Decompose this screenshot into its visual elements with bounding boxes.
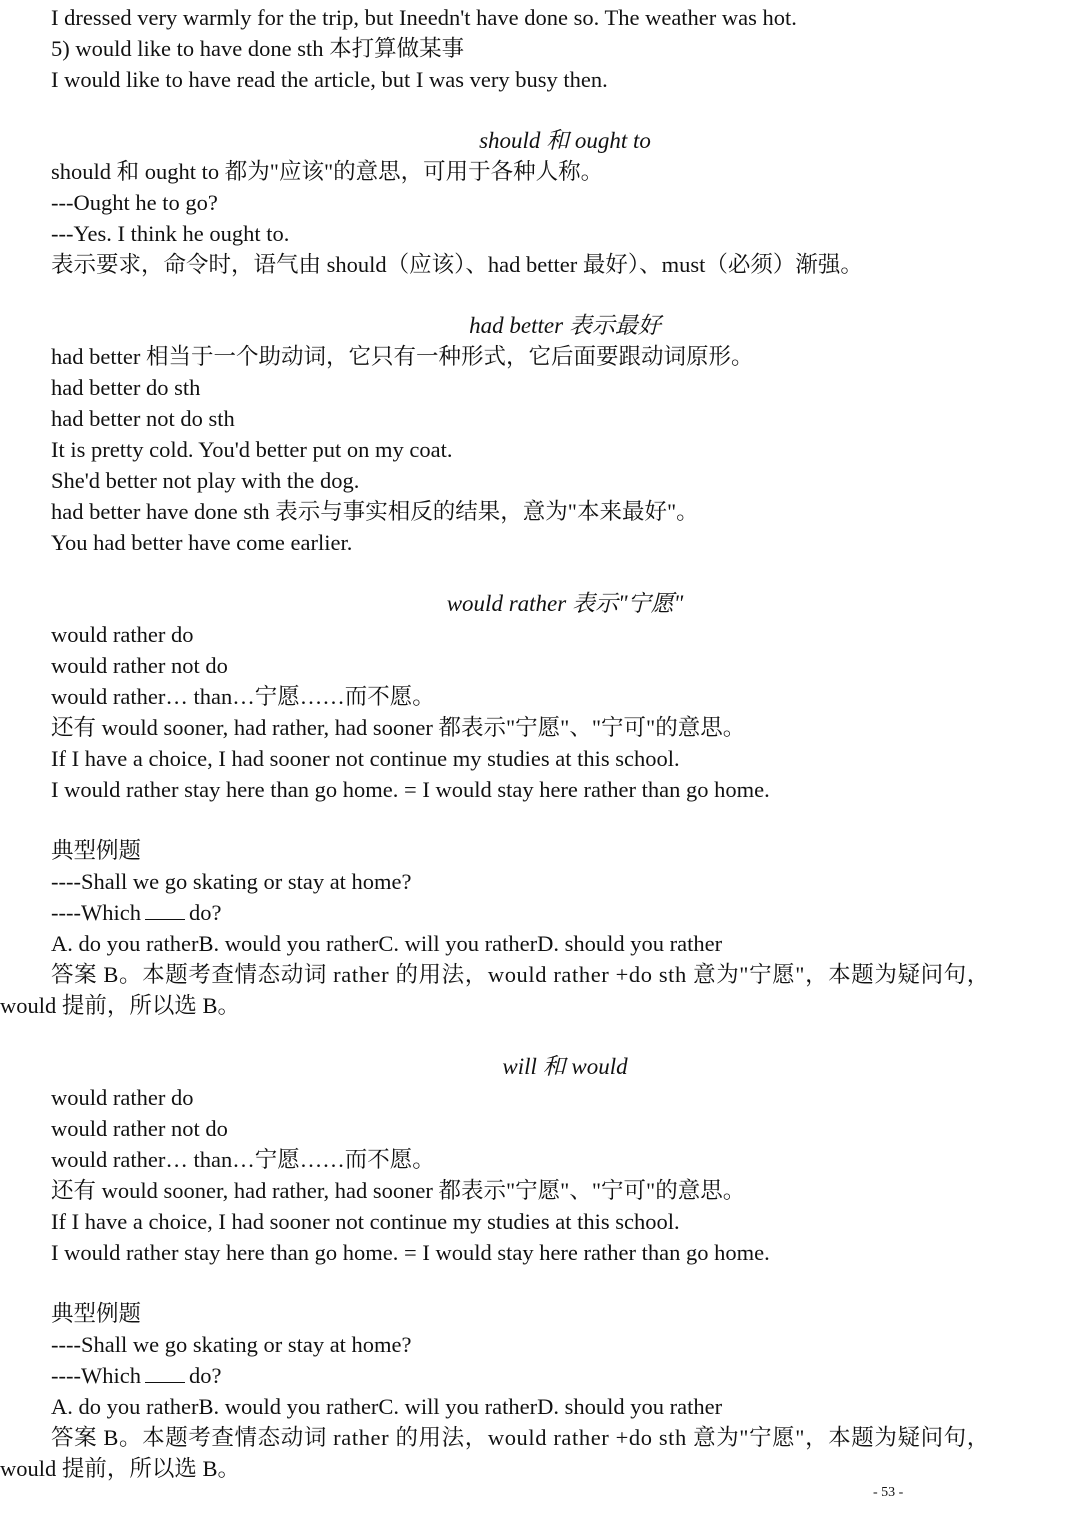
- text-line: It is pretty cold. You'd better put on my coat.: [51, 437, 453, 462]
- answer-blank: [145, 901, 185, 920]
- question-text: do?: [188, 1363, 222, 1388]
- section-heading-would-rather: would rather 表示"宁愿": [446, 591, 684, 616]
- question-text: ----Which: [51, 900, 141, 925]
- text-line: If I have a choice, I had sooner not continue my studies at this school.: [51, 746, 680, 771]
- text-line: ---Ought he to go?: [51, 190, 218, 215]
- text-line: I would rather stay here than go home. = I would stay here rather than go home.: [51, 1240, 770, 1265]
- section-heading-had-better: had better 表示最好: [469, 313, 661, 338]
- text-line: 还有 would sooner, had rather, had sooner 都表示"宁愿"、"宁可"的意思。: [51, 1178, 746, 1203]
- text-line: would rather not do: [51, 1116, 228, 1141]
- text-line: ---Yes. I think he ought to.: [51, 221, 290, 246]
- text-line: 5) would like to have done sth 本打算做某事: [51, 36, 465, 61]
- answer-line: would 提前，所以选 B。: [0, 1456, 241, 1481]
- text-line: I dressed very warmly for the trip, but Ineedn't have done so. The weather was hot.: [51, 5, 797, 30]
- text-line: should 和 ought to 都为"应该"的意思，可用于各种人称。: [51, 159, 604, 184]
- example-title: 典型例题: [51, 838, 142, 863]
- text-line: had better not do sth: [51, 406, 235, 431]
- text-line: had better have done sth 表示与事实相反的结果，意为"本来最好"。: [51, 499, 699, 524]
- question-line: [51, 1360, 1080, 1391]
- page-number: - 53 -: [873, 1485, 904, 1500]
- answer-line: 答案 B。本题考查情态动词 rather 的用法，would rather +do sth 意为"宁愿"，本题为疑问句，: [51, 962, 990, 987]
- options-line: A. do you ratherB. would you ratherC. will you ratherD. should you rather: [51, 1394, 723, 1419]
- text-line: would rather… than…宁愿……而不愿。: [51, 1147, 435, 1172]
- text-line: You had better have come earlier.: [51, 530, 353, 555]
- text-line: had better 相当于一个助动词，它只有一种形式，它后面要跟动词原形。: [51, 344, 754, 369]
- answer-line: would 提前，所以选 B。: [0, 993, 241, 1018]
- section-heading-will-would: will 和 would: [502, 1054, 628, 1079]
- question-line: [51, 897, 1080, 928]
- text-line: would rather not do: [51, 653, 228, 678]
- text-line: would rather do: [51, 1085, 194, 1110]
- answer-blank: [145, 1364, 185, 1383]
- section-heading-should: should 和 ought to: [479, 128, 651, 153]
- text-line: ----Shall we go skating or stay at home?: [51, 869, 412, 894]
- text-line: ----Shall we go skating or stay at home?: [51, 1332, 412, 1357]
- question-text: do?: [188, 900, 222, 925]
- text-line: 还有 would sooner, had rather, had sooner 都表示"宁愿"、"宁可"的意思。: [51, 715, 746, 740]
- options-line: A. do you ratherB. would you ratherC. will you ratherD. should you rather: [51, 931, 723, 956]
- text-line: She'd better not play with the dog.: [51, 468, 360, 493]
- text-line: would rather… than…宁愿……而不愿。: [51, 684, 435, 709]
- answer-line: 答案 B。本题考查情态动词 rather 的用法，would rather +do sth 意为"宁愿"，本题为疑问句，: [51, 1425, 990, 1450]
- text-line: 表示要求，命令时，语气由 should（应该）、had better 最好）、must（必须）渐强。: [51, 252, 863, 277]
- question-text: ----Which: [51, 1363, 141, 1388]
- text-line: If I have a choice, I had sooner not continue my studies at this school.: [51, 1209, 680, 1234]
- text-line: would rather do: [51, 622, 194, 647]
- text-line: had better do sth: [51, 375, 201, 400]
- example-title: 典型例题: [51, 1301, 142, 1326]
- text-line: I would rather stay here than go home. = I would stay here rather than go home.: [51, 777, 770, 802]
- text-line: I would like to have read the article, but I was very busy then.: [51, 67, 608, 92]
